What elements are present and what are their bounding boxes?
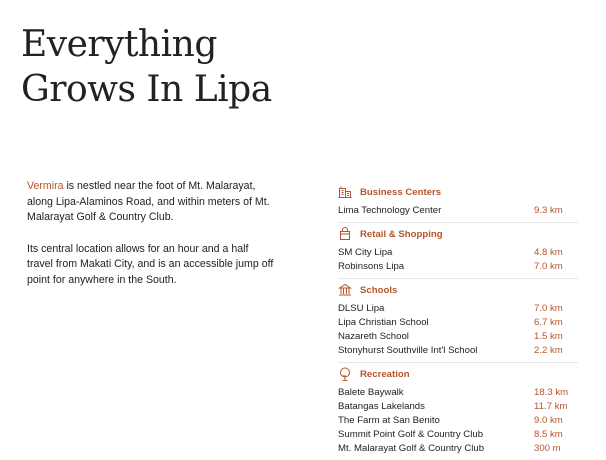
intro-paragraph-2: Its central location allows for an hour and a half travel from Makati City, and is an accessible jump off point for anywhere in the South. bbox=[27, 242, 274, 286]
category-retail-shopping bbox=[338, 226, 578, 274]
intro-text bbox=[27, 179, 277, 304]
list-item bbox=[338, 428, 578, 442]
category-header bbox=[338, 282, 578, 298]
list-item bbox=[338, 204, 578, 218]
place-distance: 7.0 km bbox=[534, 261, 563, 272]
place-name: Stonyhurst Southville Int'l School bbox=[338, 345, 478, 356]
brand-name: Vermira bbox=[27, 180, 64, 192]
tree-icon bbox=[338, 367, 352, 381]
place-distance: 300 m bbox=[534, 443, 561, 454]
category-schools bbox=[338, 282, 578, 358]
list-item bbox=[338, 316, 578, 330]
place-name: DLSU Lipa bbox=[338, 303, 385, 314]
list-item bbox=[338, 442, 578, 456]
divider bbox=[338, 278, 578, 279]
category-recreation bbox=[338, 366, 578, 456]
category-title: Business Centers bbox=[360, 186, 442, 198]
place-distance: 8.5 km bbox=[534, 429, 563, 440]
category-title: Recreation bbox=[360, 368, 410, 380]
list-item bbox=[338, 344, 578, 358]
category-header bbox=[338, 226, 578, 242]
list-item bbox=[338, 400, 578, 414]
intro-paragraph-1 bbox=[27, 179, 277, 226]
headline-line-1: Everything bbox=[21, 24, 217, 65]
amenities-list bbox=[338, 184, 578, 460]
list-item bbox=[338, 260, 578, 274]
place-name: Nazareth School bbox=[338, 331, 409, 342]
place-distance: 1.5 km bbox=[534, 331, 563, 342]
category-header bbox=[338, 366, 578, 382]
place-distance: 2.2 km bbox=[534, 345, 563, 356]
place-name: SM City Lipa bbox=[338, 247, 393, 258]
list-item bbox=[338, 414, 578, 428]
place-distance: 18.3 km bbox=[534, 387, 569, 398]
intro-paragraph-1-text: is nestled near the foot of Mt. Malarayat, along Lipa-Alaminos Road, and within meters of Mt. Malarayat Golf & Country Club. bbox=[27, 180, 270, 223]
place-name: Lipa Christian School bbox=[338, 317, 429, 328]
category-title: Retail & Shopping bbox=[360, 228, 443, 240]
place-distance: 9.3 km bbox=[534, 205, 563, 216]
place-name: Batangas Lakelands bbox=[338, 401, 425, 412]
list-item bbox=[338, 386, 578, 400]
school-icon bbox=[338, 283, 352, 297]
headline-line-2: Grows In Lipa bbox=[21, 69, 272, 110]
list-item bbox=[338, 330, 578, 344]
place-name: Summit Point Golf & Country Club bbox=[338, 429, 484, 440]
place-name: The Farm at San Benito bbox=[338, 415, 440, 426]
category-title: Schools bbox=[360, 284, 398, 296]
place-distance: 9.0 km bbox=[534, 415, 563, 426]
list-item bbox=[338, 302, 578, 316]
page-headline bbox=[21, 22, 272, 112]
place-distance: 7.0 km bbox=[534, 303, 563, 314]
shopping-bag-icon bbox=[338, 227, 352, 241]
place-distance: 4.8 km bbox=[534, 247, 563, 258]
place-name: Mt. Malarayat Golf & Country Club bbox=[338, 443, 485, 454]
category-header bbox=[338, 184, 578, 200]
place-distance: 11.7 km bbox=[534, 401, 568, 412]
place-name: Lima Technology Center bbox=[338, 205, 442, 216]
category-business-centers bbox=[338, 184, 578, 218]
divider bbox=[338, 222, 578, 223]
place-name: Robinsons Lipa bbox=[338, 261, 405, 272]
list-item bbox=[338, 246, 578, 260]
place-name: Balete Baywalk bbox=[338, 387, 404, 398]
place-distance: 6.7 km bbox=[534, 317, 563, 328]
divider bbox=[338, 362, 578, 363]
building-icon bbox=[338, 185, 352, 199]
